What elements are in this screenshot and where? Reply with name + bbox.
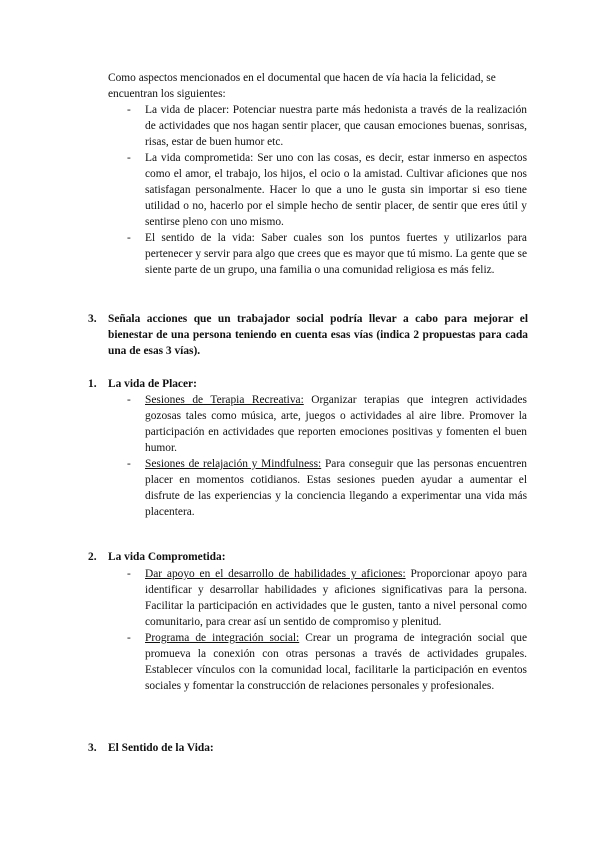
question-heading [88,311,528,359]
question-text: Señala acciones que un trabajador social podría llevar a cabo para mejorar el bienestar de una persona teniendo en cuenta esas vías (indica 2 propuestas para cada una de esas 3 vías). [108,313,528,357]
section-heading-3: 3. El Sentido de la Vida: [88,742,214,754]
item-title: Sesiones de Terapia Recreativa: [145,394,304,406]
intro-paragraph: Como aspectos mencionados en el documental que hacen de vía hacia la felicidad, se encuentran los siguientes: [108,72,496,100]
item-title: Sesiones de relajación y Mindfulness: [145,458,322,470]
list-item: - Sesiones de relajación y Mindfulness: Para conseguir que las personas encuentren placer en momentos cotidianos. Estas sesiones pueden ayudar a aumentar el disfrute de las experiencias y la conciencia llegando a experimentar una vida más placentera. [127,458,527,518]
intro-list [127,102,527,278]
list-item: - La vida comprometida: Ser uno con las cosas, es decir, estar inmerso en aspectos como el amor, el trabajo, los hijos, el ocio o la amistad. Cultivar aficiones que nos satisfagan personalmente. Hacer lo que a uno le gusta sin importar si eso tiene utilidad o no, hacerlo por el simple hecho de sentir placer, de sentir que eres útil y sentirse pleno con uno mismo. [127,152,527,228]
item-title: Programa de integración social: [145,632,300,644]
list-item: - El sentido de la vida: Saber cuales son los puntos fuertes y utilizarlos para pertenecer y servir para algo que crees que es mayor que tú mismo. La gente que se siente parte de un grupo, una familia o una comunidad religiosa es más feliz. [127,232,527,276]
list-item: - Dar apoyo en el desarrollo de habilidades y aficiones: Proporcionar apoyo para identificar y desarrollar habilidades y aficiones significativas para la persona. Facilitar la participación en actividades que le gusten, tanto a nivel personal como comunitario, para crear así un sentido de compromiso y plenitud. [127,568,527,628]
section-heading-2: 2. La vida Comprometida: [88,551,226,563]
list-item: - Sesiones de Terapia Recreativa: Organizar terapias que integren actividades gozosas tales como música, arte, juegos o actividades al aire libre. Promover la participación en actividades que reporten emociones positivas y fomenten el buen humor. [127,394,527,454]
section-2-list [127,566,527,694]
section-heading-1: 1. La vida de Placer: [88,378,197,390]
question-number: 3. [88,313,97,325]
list-item: - La vida de placer: Potenciar nuestra parte más hedonista a través de la realización de actividades que nos hagan sentir placer, que causan emociones buenas, sonrisas, risas, estar de buen humor etc. [127,104,527,148]
list-item: - Programa de integración social: Crear un programa de integración social que promueva la conexión con otras personas a través de actividades grupales. Establecer vínculos con la comunidad local, facilitarle la participación en eventos sociales y fomentar la construcción de relaciones personales y profesionales. [127,632,527,692]
item-title: Dar apoyo en el desarrollo de habilidades y aficiones: [145,568,406,580]
section-1-list [127,392,527,520]
